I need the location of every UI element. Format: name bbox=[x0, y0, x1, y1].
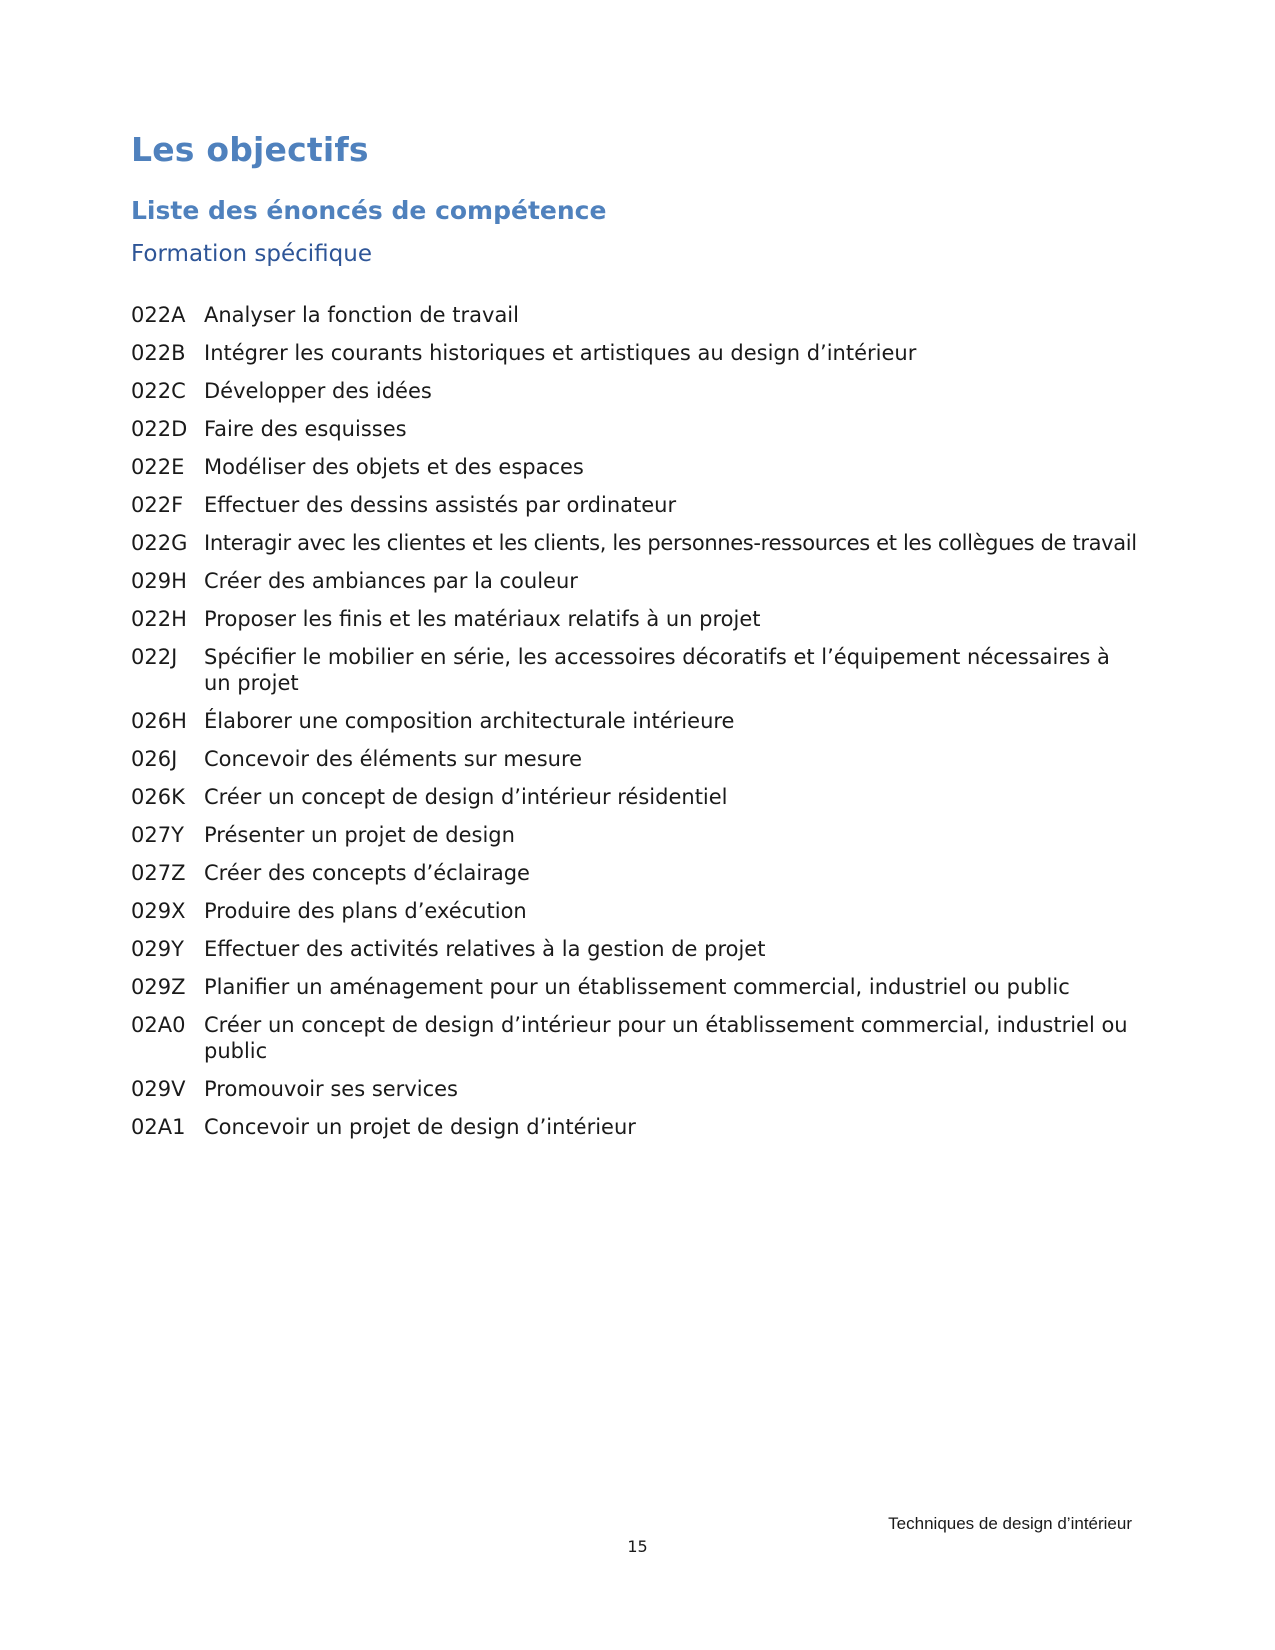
competency-label: Planifier un aménagement pour un établissement commercial, industriel ou public bbox=[204, 975, 1070, 999]
list-item bbox=[131, 454, 1141, 480]
competency-label: Concevoir des éléments sur mesure bbox=[204, 747, 583, 771]
list-item bbox=[131, 822, 1141, 848]
list-item bbox=[131, 1076, 1141, 1102]
competency-label: Modéliser des objets et des espaces bbox=[204, 455, 584, 479]
competency-code: 022C bbox=[131, 379, 186, 403]
list-item bbox=[131, 936, 1141, 962]
page-heading: Les objectifs bbox=[131, 130, 369, 169]
competency-label: Spécifier le mobilier en série, les accessoires décoratifs et l’équipement nécessaires à un projet bbox=[204, 645, 1110, 695]
competency-code: 029V bbox=[131, 1077, 186, 1101]
competency-code: 022E bbox=[131, 455, 185, 479]
competency-label: Concevoir un projet de design d’intérieur bbox=[204, 1115, 636, 1139]
list-item bbox=[131, 898, 1141, 924]
competency-code: 022H bbox=[131, 607, 187, 631]
competency-label: Analyser la fonction de travail bbox=[204, 303, 519, 327]
competency-code: 029H bbox=[131, 569, 187, 593]
competency-label: Effectuer des dessins assistés par ordinateur bbox=[204, 493, 677, 517]
competency-label: Interagir avec les clientes et les clients, les personnes-ressources et les collègues de travail bbox=[204, 531, 1137, 555]
competency-label: Intégrer les courants historiques et artistiques au design d’intérieur bbox=[204, 341, 917, 365]
list-item bbox=[131, 708, 1141, 734]
list-item bbox=[131, 530, 1141, 556]
list-item bbox=[131, 416, 1141, 442]
competency-code: 022J bbox=[131, 645, 178, 669]
list-item bbox=[131, 644, 1141, 696]
competency-label: Effectuer des activités relatives à la gestion de projet bbox=[204, 937, 766, 961]
competency-label: Présenter un projet de design bbox=[204, 823, 515, 847]
list-item bbox=[131, 606, 1141, 632]
competency-code: 022G bbox=[131, 531, 188, 555]
competency-label: Créer des ambiances par la couleur bbox=[204, 569, 578, 593]
subheading: Liste des énoncés de compétence bbox=[131, 196, 607, 225]
page-number: 15 bbox=[627, 1537, 648, 1556]
section-heading: Formation spécifique bbox=[131, 241, 372, 267]
competency-code: 02A1 bbox=[131, 1115, 186, 1139]
footer-title: Techniques de design d’intérieur bbox=[888, 1514, 1132, 1533]
competency-code: 022B bbox=[131, 341, 186, 365]
competency-code: 022A bbox=[131, 303, 186, 327]
list-item bbox=[131, 746, 1141, 772]
competency-code: 026J bbox=[131, 747, 178, 771]
competency-label: Élaborer une composition architecturale intérieure bbox=[204, 709, 735, 733]
competency-label: Créer un concept de design d’intérieur résidentiel bbox=[204, 785, 728, 809]
competency-code: 022F bbox=[131, 493, 184, 517]
competency-code: 026H bbox=[131, 709, 187, 733]
list-item bbox=[131, 974, 1141, 1000]
competency-label: Créer un concept de design d’intérieur pour un établissement commercial, industriel ou public bbox=[204, 1013, 1128, 1063]
list-item bbox=[131, 860, 1141, 886]
competency-label: Développer des idées bbox=[204, 379, 432, 403]
competency-code: 029X bbox=[131, 899, 186, 923]
competency-label: Promouvoir ses services bbox=[204, 1077, 458, 1101]
list-item bbox=[131, 1114, 1141, 1140]
list-item bbox=[131, 378, 1141, 404]
competency-list bbox=[131, 302, 1141, 1152]
competency-label: Faire des esquisses bbox=[204, 417, 407, 441]
list-item bbox=[131, 784, 1141, 810]
competency-label: Créer des concepts d’éclairage bbox=[204, 861, 530, 885]
competency-code: 02A0 bbox=[131, 1013, 186, 1037]
competency-code: 029Z bbox=[131, 975, 186, 999]
list-item bbox=[131, 302, 1141, 328]
list-item bbox=[131, 568, 1141, 594]
list-item bbox=[131, 492, 1141, 518]
competency-code: 026K bbox=[131, 785, 185, 809]
competency-code: 027Z bbox=[131, 861, 186, 885]
competency-code: 027Y bbox=[131, 823, 184, 847]
competency-code: 022D bbox=[131, 417, 188, 441]
competency-code: 029Y bbox=[131, 937, 184, 961]
competency-label: Produire des plans d’exécution bbox=[204, 899, 527, 923]
list-item bbox=[131, 340, 1141, 366]
list-item bbox=[131, 1012, 1141, 1064]
competency-label: Proposer les finis et les matériaux relatifs à un projet bbox=[204, 607, 761, 631]
